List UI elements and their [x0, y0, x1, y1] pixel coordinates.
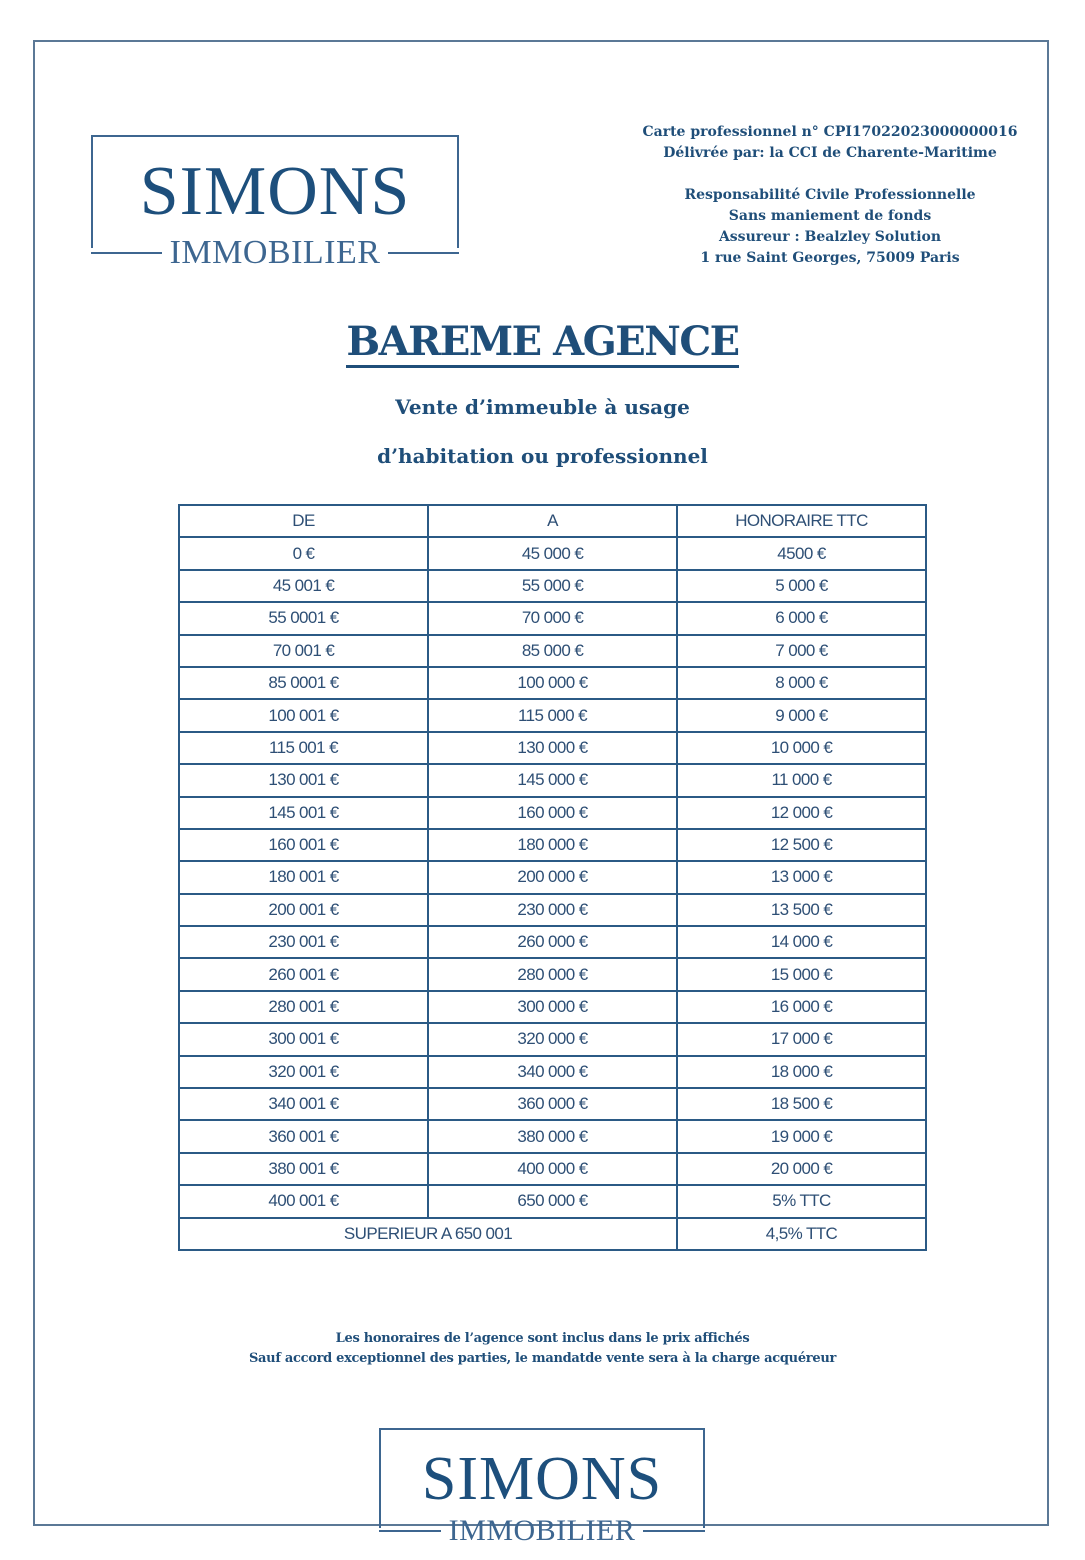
- header-honoraire: HONORAIRE TTC: [677, 505, 926, 537]
- insurance-funds: Sans maniement de fonds: [728, 208, 932, 224]
- cell-a: 70 000 €: [428, 602, 677, 634]
- logo-line-right: [643, 1530, 705, 1532]
- cell-honoraire: 7 000 €: [677, 635, 926, 667]
- fee-table: [178, 504, 927, 1251]
- cell-a: 400 000 €: [428, 1153, 677, 1185]
- subtitle-line-1: Vente d’immeuble à usage: [395, 395, 690, 419]
- cell-honoraire: 15 000 €: [677, 958, 926, 990]
- cell-de: 320 001 €: [179, 1056, 428, 1088]
- cell-honoraire: 20 000 €: [677, 1153, 926, 1185]
- cell-honoraire: 13 500 €: [677, 894, 926, 926]
- cell-de: 360 001 €: [179, 1120, 428, 1152]
- insurance-title: Responsabilité Civile Professionnelle: [684, 187, 976, 203]
- cell-honoraire: 12 500 €: [677, 829, 926, 861]
- cell-a: 340 000 €: [428, 1056, 677, 1088]
- header-de: DE: [179, 505, 428, 537]
- note-buyer-charge: Sauf accord exceptionnel des parties, le mandatde vente sera à la charge acquéreur: [248, 1351, 837, 1366]
- cell-de: 400 001 €: [179, 1185, 428, 1217]
- note-fees-included: Les honoraires de l’agence sont inclus dans le prix affichés: [335, 1331, 750, 1346]
- cell-a: 230 000 €: [428, 894, 677, 926]
- table-row: [179, 958, 926, 990]
- cell-a: 45 000 €: [428, 537, 677, 569]
- cell-honoraire: 13 000 €: [677, 861, 926, 893]
- cell-honoraire: 19 000 €: [677, 1120, 926, 1152]
- table-row: [179, 1185, 926, 1217]
- logo-line-left: [91, 252, 162, 254]
- page-title: [0, 318, 1085, 365]
- table-row: [179, 635, 926, 667]
- table-row: [179, 1153, 926, 1185]
- cell-honoraire: 6 000 €: [677, 602, 926, 634]
- cell-a: 200 000 €: [428, 861, 677, 893]
- cell-de: 85 0001 €: [179, 667, 428, 699]
- cell-de: 230 001 €: [179, 926, 428, 958]
- logo-top: [91, 135, 459, 271]
- insurer: Assureur : Bealzley Solution: [718, 229, 942, 245]
- cell-superieur: SUPERIEUR A 650 001: [179, 1218, 677, 1250]
- table-row: [179, 1023, 926, 1055]
- cell-de: 200 001 €: [179, 894, 428, 926]
- cell-de: 260 001 €: [179, 958, 428, 990]
- cell-honoraire: 4500 €: [677, 537, 926, 569]
- cell-a: 180 000 €: [428, 829, 677, 861]
- cell-a: 300 000 €: [428, 991, 677, 1023]
- cell-de: 100 001 €: [179, 699, 428, 731]
- license-issuer: Délivrée par: la CCI de Charente-Maritime: [663, 145, 997, 161]
- cell-honoraire: 10 000 €: [677, 732, 926, 764]
- table-row: [179, 1088, 926, 1120]
- cell-honoraire: 9 000 €: [677, 699, 926, 731]
- cell-a: 380 000 €: [428, 1120, 677, 1152]
- cell-de: 70 001 €: [179, 635, 428, 667]
- cell-honoraire: 18 000 €: [677, 1056, 926, 1088]
- logo-bottom: [379, 1428, 705, 1547]
- table-row: [179, 991, 926, 1023]
- insurer-address: 1 rue Saint Georges, 75009 Paris: [700, 250, 960, 266]
- table-row: [179, 602, 926, 634]
- cell-de: 280 001 €: [179, 991, 428, 1023]
- cell-a: 130 000 €: [428, 732, 677, 764]
- table-row: [179, 797, 926, 829]
- cell-de: 180 001 €: [179, 861, 428, 893]
- cell-honoraire: 11 000 €: [677, 764, 926, 796]
- table-row: [179, 667, 926, 699]
- cell-de: 115 001 €: [179, 732, 428, 764]
- table-row: [179, 570, 926, 602]
- cell-a: 160 000 €: [428, 797, 677, 829]
- cell-a: 145 000 €: [428, 764, 677, 796]
- cell-de: 340 001 €: [179, 1088, 428, 1120]
- cell-a: 85 000 €: [428, 635, 677, 667]
- subtitle-line-2: d’habitation ou professionnel: [377, 444, 708, 468]
- logo-line-left: [379, 1530, 441, 1532]
- table-row: [179, 861, 926, 893]
- cell-a: 260 000 €: [428, 926, 677, 958]
- cell-a: 55 000 €: [428, 570, 677, 602]
- table-row: [179, 894, 926, 926]
- cell-de: 45 001 €: [179, 570, 428, 602]
- table-header-row: [179, 505, 926, 537]
- cell-de: 300 001 €: [179, 1023, 428, 1055]
- cell-a: 100 000 €: [428, 667, 677, 699]
- header-a: A: [428, 505, 677, 537]
- logo-line-right: [388, 252, 459, 254]
- table-row: [179, 764, 926, 796]
- logo-subtitle-row: [379, 1516, 705, 1546]
- logo-subtitle: IMMOBILIER: [169, 234, 381, 271]
- cell-de: 160 001 €: [179, 829, 428, 861]
- cell-a: 280 000 €: [428, 958, 677, 990]
- table-row: [179, 829, 926, 861]
- table-row: [179, 732, 926, 764]
- table-row: [179, 1056, 926, 1088]
- cell-de: 145 001 €: [179, 797, 428, 829]
- cell-de: 130 001 €: [179, 764, 428, 796]
- cell-honoraire: 4,5% TTC: [677, 1218, 926, 1250]
- cell-honoraire: 12 000 €: [677, 797, 926, 829]
- cell-a: 320 000 €: [428, 1023, 677, 1055]
- cell-de: 0 €: [179, 537, 428, 569]
- logo-subtitle: IMMOBILIER: [448, 1514, 636, 1547]
- table-row: [179, 699, 926, 731]
- cell-honoraire: 14 000 €: [677, 926, 926, 958]
- cell-honoraire: 16 000 €: [677, 991, 926, 1023]
- cell-a: 650 000 €: [428, 1185, 677, 1217]
- cell-honoraire: 17 000 €: [677, 1023, 926, 1055]
- logo-brand-text: SIMONS: [139, 153, 411, 230]
- cell-honoraire: 5% TTC: [677, 1185, 926, 1217]
- cell-honoraire: 8 000 €: [677, 667, 926, 699]
- logo-subtitle-row: [91, 236, 459, 270]
- license-number: Carte professionnel n° CPI17022023000000016: [642, 124, 1018, 140]
- table-row-last: [179, 1218, 926, 1250]
- logo-brand-text: SIMONS: [421, 1445, 663, 1513]
- cell-a: 360 000 €: [428, 1088, 677, 1120]
- cell-a: 115 000 €: [428, 699, 677, 731]
- cell-honoraire: 5 000 €: [677, 570, 926, 602]
- cell-honoraire: 18 500 €: [677, 1088, 926, 1120]
- cell-de: 55 0001 €: [179, 602, 428, 634]
- table-row: [179, 537, 926, 569]
- table-row: [179, 926, 926, 958]
- page-title-text: BAREME AGENCE: [346, 318, 738, 368]
- license-info: [630, 122, 1030, 269]
- cell-de: 380 001 €: [179, 1153, 428, 1185]
- table-row: [179, 1120, 926, 1152]
